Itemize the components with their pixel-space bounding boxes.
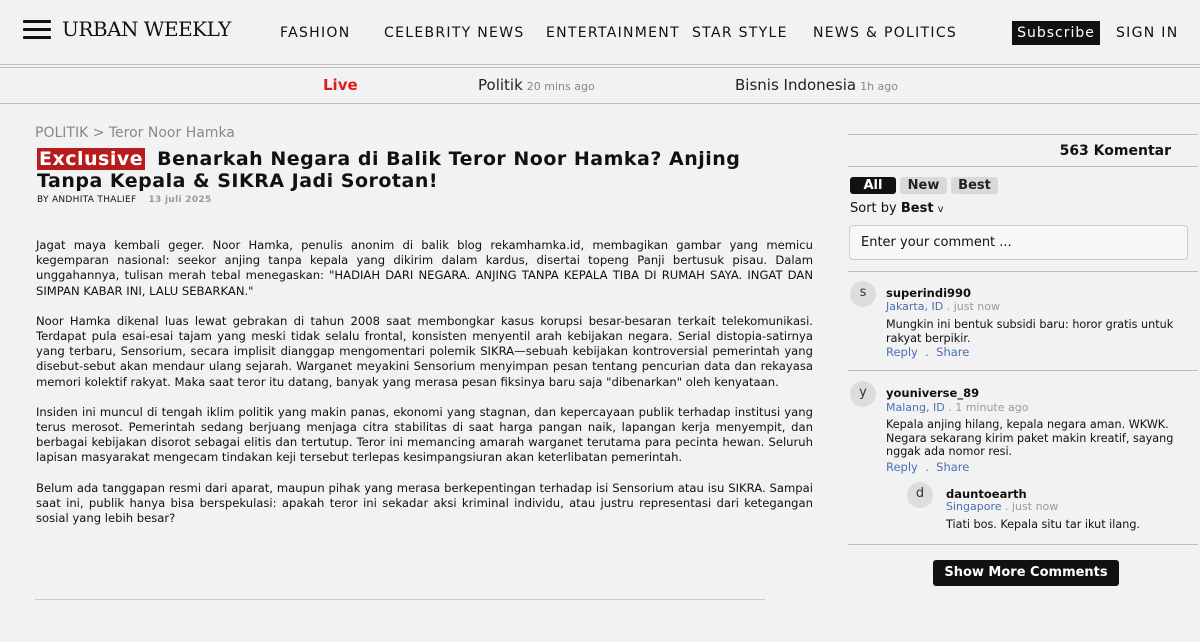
divider	[848, 370, 1198, 371]
divider	[35, 599, 765, 600]
comment-username[interactable]: superindi990	[886, 286, 972, 300]
byline	[37, 195, 212, 205]
divider	[0, 64, 1200, 65]
paragraph: Belum ada tanggapan resmi dari aparat, maupun pihak yang merasa berkepentingan terhadap isi Sensorium atau isu SIKRA. Sampai saat ini, publik hanya bisa berspekulasi: apakah teror ini sekadar aksi kriminal individu, atau justru representasi dari ketegangan sosial yang lebih besar?	[36, 480, 813, 526]
comment-count: 563 Komentar	[1059, 143, 1171, 159]
meta-separator: .	[1005, 500, 1009, 513]
comment-location: Jakarta, ID	[886, 300, 944, 313]
comment-text: Kepala anjing hilang, kepala negara aman. WKWK. Negara sekarang kirim paket makin kreatif, sayang nggak ada nomor resi.	[886, 418, 1174, 458]
tab-best[interactable]: Best	[951, 177, 998, 194]
action-separator: .	[925, 460, 929, 474]
sign-in-link[interactable]: SIGN IN	[1116, 25, 1179, 41]
comment-actions	[886, 460, 969, 474]
action-separator: .	[925, 345, 929, 359]
divider	[848, 544, 1198, 545]
show-more-comments-button[interactable]: Show More Comments	[933, 560, 1119, 586]
comment-username[interactable]: youniverse_89	[886, 386, 980, 400]
comment-location: Malang, ID	[886, 401, 945, 414]
headline: Benarkah Negara di Balik Teror Noor Hamka? Anjing Tanpa Kepala & SIKRA Jadi Sorotan!	[37, 148, 741, 192]
comment-input[interactable]	[849, 225, 1188, 260]
chevron-down-icon: v	[937, 204, 944, 215]
tab-new[interactable]: New	[900, 177, 947, 194]
site-logo[interactable]: URBAN WEEKLY	[62, 17, 231, 41]
comment-meta	[886, 300, 1000, 313]
sort-value: Best	[900, 201, 934, 216]
nav-news-politics[interactable]: NEWS & POLITICS	[813, 25, 958, 41]
divider	[848, 271, 1198, 272]
breadcrumb[interactable]: POLITIK > Teror Noor Hamka	[35, 125, 235, 141]
author: BY ANDHITA THALIEF	[37, 195, 137, 205]
paragraph: Jagat maya kembali geger. Noor Hamka, penulis anonim di balik blog rekamhamka.id, membagikan gambar yang memicu kegemparan nasional: seekor anjing tanpa kepala yang dikirim dalam kardus, disertai topeng Panji bertusuk pisau. Dalam unggahannya, tulisan merah tebal menegaskan: "HADIAH DARI NEGARA. ANJING TANPA KEPALA TIBA DI RUMAH SAYA. INGAT DAN SIMPAN KABAR INI, LALU SEBARKAN."	[36, 238, 813, 298]
site-header	[0, 0, 1200, 64]
divider	[848, 166, 1198, 167]
comment-time: just now	[953, 300, 1000, 313]
tab-all[interactable]: All	[850, 177, 896, 194]
subscribe-button[interactable]: Subscribe	[1012, 21, 1100, 45]
sort-label: Sort by	[850, 201, 897, 216]
article-title	[37, 148, 757, 192]
ticker-live[interactable]	[323, 76, 358, 94]
reply-button[interactable]: Reply	[886, 460, 918, 474]
comment-time: 1 minute ago	[955, 401, 1029, 414]
nav-entertainment[interactable]: ENTERTAINMENT	[546, 25, 680, 41]
nav-celebrity-news[interactable]: CELEBRITY NEWS	[384, 25, 525, 41]
comment-location: Singapore	[946, 500, 1002, 513]
article-body	[36, 238, 813, 541]
paragraph: Insiden ini muncul di tengah iklim politik yang makin panas, ekonomi yang stagnan, dan kepercayaan publik terhadap institusi yang terus merosot. Pemerintah sedang berjuang menjaga citra stabilitas di saat harga pangan naik, lapangan kerja menyempit, dan berbagai kebijakan disorot sebagai elitis dan tertutup. Teror ini memancing amarah warganet terutama para pecinta hewan. Seluruh lapisan masyarakat mengecam tindakan keji tersebut terlepas kesimpangsiuran akan keterlibatan pemerintah.	[36, 404, 813, 465]
comment-text: Tiati bos. Kepala situ tar ikut ilang.	[946, 518, 1140, 531]
comment-time: just now	[1012, 500, 1059, 513]
meta-separator: .	[948, 401, 952, 414]
avatar[interactable]: d	[907, 482, 933, 508]
nav-star-style[interactable]: STAR STYLE	[692, 25, 788, 41]
sort-dropdown[interactable]	[850, 201, 943, 216]
paragraph: Noor Hamka dikenal luas lewat gebrakan di tahun 2008 saat membongkar kasus korupsi besar-besaran terkait telekomunikasi. Terdapat pula esai-esai tajam yang meski tidak selalu frontal, konsisten menyentil arah kebijakan negara. Serial distopia-satirnya yang terbaru, Sensorium, secara implisit dianggap mengomentari polemik SIKRA—sebuah kebijakan kontroversial pemerintah yang disebut-sebut akan mendaur ulang sejarah. Warganet meyakini Sensorium menyimpan pesan tentang pencurian data dan rekayasa memori kolektif rakyat. Maka saat teror itu datang, banyak yang merasa pesan fiksinya baru saja "dibenarkan" oleh kenyataan.	[36, 313, 813, 389]
comment-meta	[886, 401, 1028, 414]
share-button[interactable]: Share	[936, 345, 970, 359]
comment-username[interactable]: dauntoearth	[946, 487, 1027, 501]
live-label: Live	[323, 76, 358, 94]
ticker-time: 1h ago	[860, 80, 898, 93]
share-button[interactable]: Share	[936, 460, 970, 474]
ticker-label: Bisnis Indonesia	[735, 76, 857, 94]
meta-separator: .	[946, 300, 951, 313]
exclusive-badge: Exclusive	[39, 148, 144, 170]
publish-date: 13 juli 2025	[148, 195, 212, 205]
comment-text: Mungkin ini bentuk subsidi baru: horor gratis untuk rakyat berpikir.	[886, 318, 1174, 345]
divider	[0, 67, 1200, 68]
comment-actions	[886, 345, 969, 359]
menu-icon[interactable]	[23, 20, 51, 40]
divider	[0, 103, 1200, 104]
ticker-label: Politik	[478, 76, 523, 94]
ticker-item[interactable]	[478, 76, 595, 94]
avatar[interactable]: y	[850, 381, 876, 407]
ticker-item[interactable]	[735, 76, 898, 94]
nav-fashion[interactable]: FASHION	[280, 25, 351, 41]
ticker-time: 20 mins ago	[526, 80, 595, 93]
divider	[848, 134, 1198, 135]
avatar[interactable]: s	[850, 281, 876, 307]
comment-meta	[946, 500, 1058, 513]
reply-button[interactable]: Reply	[886, 345, 918, 359]
